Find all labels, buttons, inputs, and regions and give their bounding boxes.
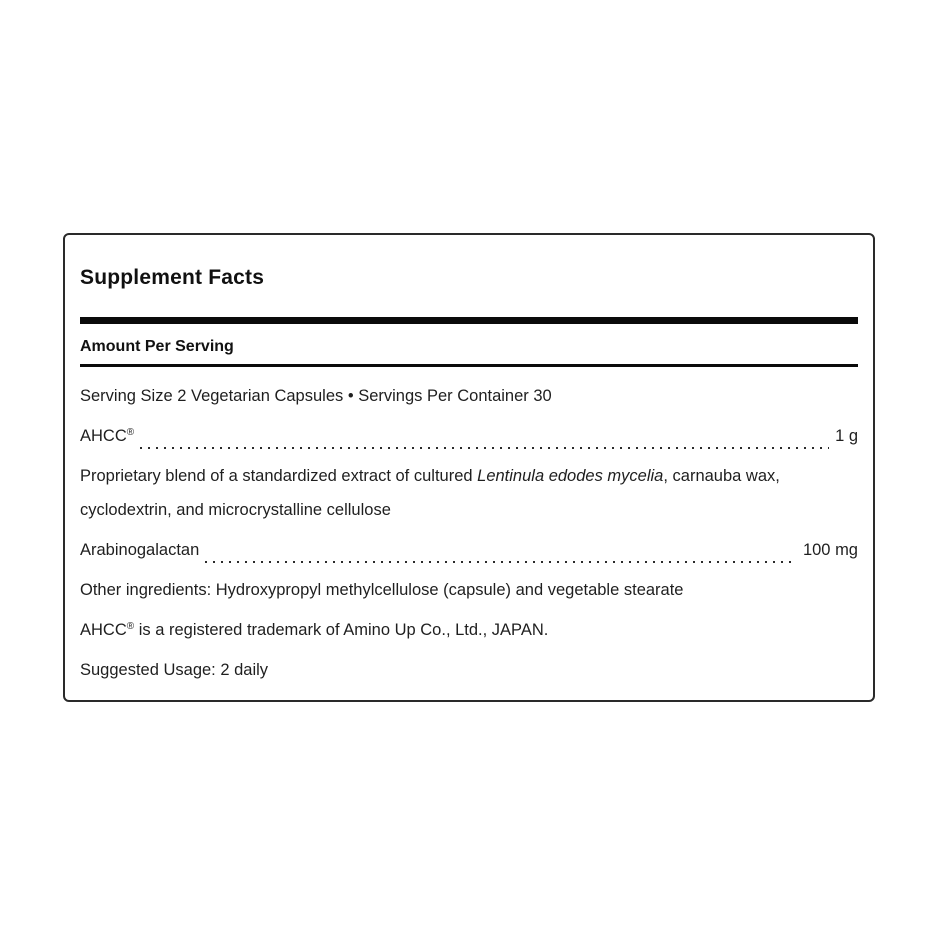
- dot-leader: [205, 561, 797, 563]
- amount-per-serving-header: Amount Per Serving: [80, 338, 234, 355]
- serving-info: Serving Size 2 Vegetarian Capsules • Servings Per Container 30: [80, 387, 552, 405]
- nutrient-name-arabinogalactan: Arabinogalactan: [80, 541, 200, 559]
- thin-divider: [80, 364, 858, 367]
- supplement-facts-panel: [63, 233, 875, 702]
- blend-text-pre: Proprietary blend of a standardized extract of cultured: [80, 467, 478, 485]
- panel-title: Supplement Facts: [80, 266, 265, 289]
- trademark-note-pre: AHCC: [80, 621, 127, 639]
- registered-trademark-symbol: ®: [126, 427, 135, 438]
- trademark-note-post: is a registered trademark of Amino Up Co., Ltd., JAPAN.: [134, 621, 549, 639]
- blend-text-post: , carnauba wax, cyclodextrin, and microcrystalline cellulose: [80, 467, 780, 519]
- other-ingredients-text: Other ingredients: Hydroxypropyl methylcellulose (capsule) and vegetable stearate: [80, 581, 684, 599]
- proprietary-blend-text: [80, 459, 850, 527]
- thick-divider: [80, 317, 858, 324]
- trademark-note: [80, 613, 850, 647]
- nutrient-amount-arabinogalactan: 100 mg: [802, 541, 858, 559]
- nutrient-name-ahcc: [80, 419, 134, 453]
- suggested-usage-text: Suggested Usage: 2 daily: [80, 661, 269, 679]
- dot-leader: [140, 447, 829, 449]
- nutrient-row-ahcc: [80, 419, 858, 453]
- nutrient-row-arabinogalactan: [80, 533, 858, 567]
- blend-text-species-italic: Lentinula edodes mycelia: [477, 467, 664, 485]
- nutrient-amount-ahcc: 1 g: [835, 427, 858, 445]
- ahcc-text: AHCC: [80, 427, 127, 445]
- registered-trademark-symbol: ®: [126, 621, 135, 632]
